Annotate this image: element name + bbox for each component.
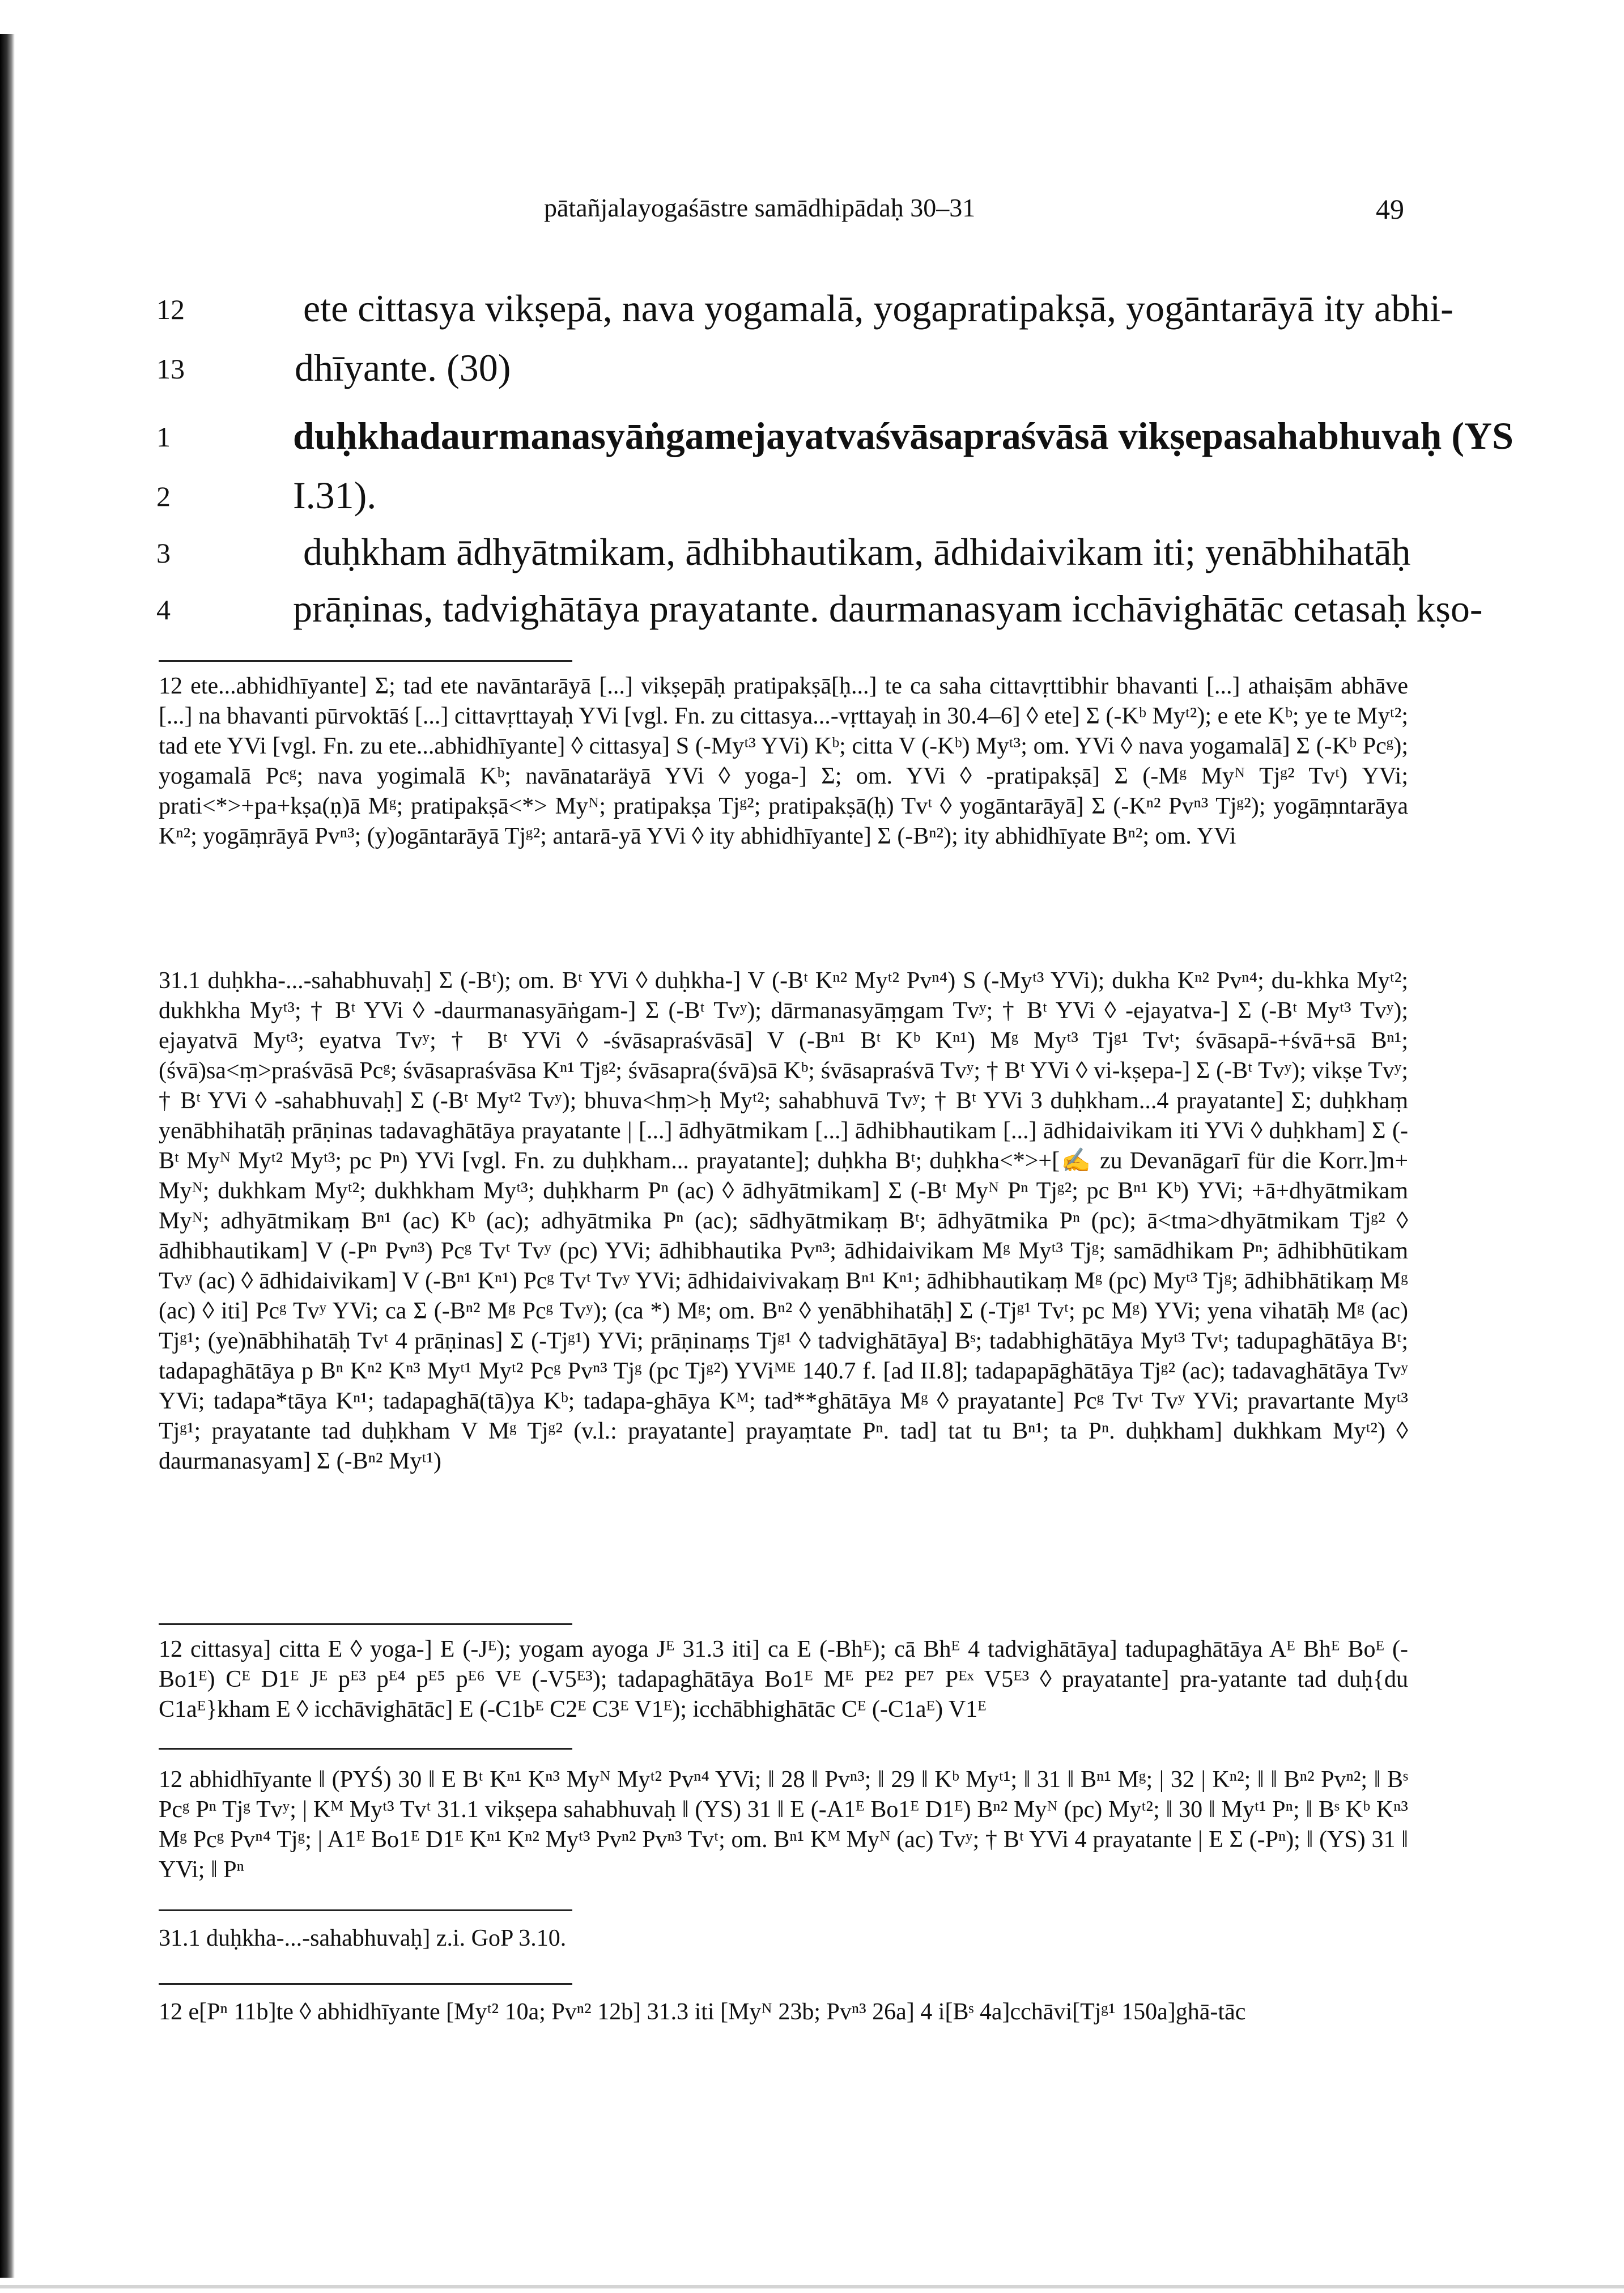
apparatus-divider	[159, 660, 572, 662]
line-text: I.31).	[293, 474, 377, 517]
line-number: 12	[156, 293, 185, 325]
page-number: 49	[1376, 193, 1404, 225]
apparatus-divider	[159, 1983, 572, 1985]
apparatus-block-readings	[159, 671, 1408, 915]
apparatus-text: 12 cittasya] citta E ◊ yoga-] E (-Jᴱ); yogam ayoga Jᴱ 31.3 iti] ca E (-Bhᴱ); cā Bhᴱ 4 tadvighātāya] tadupaghātāya Aᴱ Bhᴱ Boᴱ (-Bo1ᴱ) Cᴱ D1ᴱ Jᴱ pᴱ³ pᴱ⁴ pᴱ⁵ pᴱ⁶ Vᴱ (-V5ᴱ³); tadapaghātāya Bo1ᴱ Mᴱ Pᴱ² Pᴱ⁷ Pᴱˣ V5ᴱ³ ◊ prayatante] pra-yatante tad duḥ{du C1aᴱ}kham E ◊ icchāvighātāc] E (-C1bᴱ C2ᴱ C3ᴱ V1ᴱ); icchābhighātāc Cᴱ (-C1aᴱ) V1ᴱ	[159, 1636, 1408, 1722]
apparatus-block-colophons	[159, 1765, 1408, 1890]
scan-binding-edge	[0, 34, 15, 2278]
sutra-text: duḥkhadaurmanasyāṅgamejayatvaśvāsapraśvāsā vikṣepasahabhuvaḥ (YS	[293, 414, 1514, 457]
apparatus-divider	[159, 1623, 572, 1625]
scan-bottom-edge	[0, 2285, 1624, 2288]
line-text: prāṇinas, tadvighātāya prayatante. daurmanasyam icchāvighātāc cetasaḥ kṣo-	[293, 587, 1483, 630]
line-number: 4	[156, 594, 171, 626]
apparatus-text: 12 e[Pⁿ 11b]te ◊ abhidhīyante [Myᵗ² 10a; Pvⁿ² 12b] 31.3 iti [Myᴺ 23b; Pvⁿ³ 26a] 4 i[Bˢ 4a]cchāvi[Tjᵍ¹ 150a]ghā-tāc	[159, 1999, 1246, 2025]
running-title: pātañjalayogaśāstre samādhipādaḥ 30–31	[544, 193, 976, 222]
line-number: 13	[156, 353, 185, 385]
line-text: ete cittasya vikṣepā, nava yogamalā, yogapratipakṣā, yogāntarāyā ity abhi-	[303, 287, 1453, 330]
apparatus-divider	[159, 1748, 572, 1750]
apparatus-block-folio-changes	[159, 1997, 1408, 2062]
line-number: 3	[156, 537, 171, 569]
apparatus-text: 31.1 duḥkha-...-sahabhuvaḥ] Σ (-Bᵗ); om. Bᵗ YVi ◊ duḥkha-] V (-Bᵗ Kⁿ² Myᵗ² Pvⁿ⁴) S (-Myᵗ³ YVi); dukha Kⁿ² Pvⁿ⁴; du-khka Myᵗ²; dukhkha Myᵗ³; † Bᵗ YVi ◊ -daurmanasyāṅgam-] Σ (-Bᵗ Tvʸ); dārmanasyāṃgam Tvʸ; † Bᵗ YVi ◊ -ejayatva-] Σ (-Bᵗ Myᵗ³ Tvʸ); ejayatvā Myᵗ³; eyatva Tvʸ; † Bᵗ YVi ◊ -śvāsapraśvāsā] V (-Bⁿ¹ Bᵗ Kᵇ Kⁿ¹) Mᵍ Myᵗ³ Tjᵍ¹ Tvᵗ; śvāsapā-+śvā+sā Bⁿ¹; (śvā)sa<ṃ>praśvāsā Pcᵍ; śvāsapraśvāsa Kⁿ¹ Tjᵍ²; śvāsapra(śvā)sā Kᵇ; śvāsapraśvā Tvʸ; † Bᵗ YVi ◊ vi-kṣepa-] Σ (-Bᵗ Tvʸ); vikṣe Tvʸ; † Bᵗ YVi ◊ -sahabhuvaḥ] Σ (-Bᵗ Myᵗ² Tvʸ); bhuva<hṃ>ḥ Myᵗ²; sahabhuvā Tvʸ; † Bᵗ YVi 3 duḥkham...4 prayatante] Σ; duḥkhaṃ yenābhihatāḥ prāṇinas tadavaghātāya prayatante | [...] ādhyātmikam [...] ādhibhautikam [...] ādhidaivikam iti YVi ◊ duḥkham] Σ (-Bᵗ Myᴺ Myᵗ² Myᵗ³; pc Pⁿ) YVi [vgl. Fn. zu duḥkham... prayatante]; duḥkha Bᵗ; duḥkha<*>+[✍ zu Devanāgarī für die Korr.]m+ Myᴺ; dukhkam Myᵗ²; dukhkham Myᵗ³; duḥkharm Pⁿ (ac) ◊ ādhyātmikam] Σ (-Bᵗ Myᴺ Pⁿ Tjᵍ²; pc Bⁿ¹ Kᵇ) YVi; +ā+dhyātmikam Myᴺ; adhyātmikaṃ Bⁿ¹ (ac) Kᵇ (ac); adhyātmika Pⁿ (ac); sādhyātmikaṃ Bᵗ; ādhyātmika Pⁿ (pc); ā<tma>dhyātmikam Tjᵍ² ◊ ādhibhautikam] V (-Pⁿ Pvⁿ³) Pcᵍ Tvᵗ Tvʸ (pc) YVi; ādhibhautika Pvⁿ³; ādhidaivikam Mᵍ Myᵗ³ Tjᵍ; samādhikam Pⁿ; ādhibhūtikam Tvʸ (ac) ◊ ādhidaivikam] V (-Bⁿ¹ Kⁿ¹) Pcᵍ Tvᵗ Tvʸ YVi; ādhidaivivakaṃ Bⁿ¹ Kⁿ¹; ādhibhautikaṃ Mᵍ (pc) Myᵗ³ Tjᵍ; ādhibhātikaṃ Mᵍ (ac) ◊ iti] Pcᵍ Tvʸ YVi; ca Σ (-Bⁿ² Mᵍ Pcᵍ Tvʸ); (ca *) Mᵍ; om. Bⁿ² ◊ yenābhihatāḥ] Σ (-Tjᵍ¹ Tvᵗ; pc Mᵍ) YVi; yena vihatāḥ Mᵍ (ac) Tjᵍ¹; (ye)nābhihatāḥ Tvᵗ 4 prāṇinas] Σ (-Tjᵍ¹) YVi; prāṇinaṃs Tjᵍ¹ ◊ tadvighātāya] Bˢ; tadabhighātāya Myᵗ³ Tvᵗ; tadupaghātāya Bᵗ; tadapaghātāya p Bⁿ Kⁿ² Kⁿ³ Myᵗ¹ Myᵗ² Pcᵍ Pvⁿ³ Tjᵍ (pc Tjᵍ²) YViᴹᴱ 140.7 f. [ad II.8]; tadapapāghātāya Tjᵍ² (ac); tadavaghātāya Tvʸ YVi; tadapa*tāya Kⁿ¹; tadapaghā(tā)ya Kᵇ; tadapa-ghāya Kᴹ; tad**ghātāya Mᵍ ◊ prayatante] Pcᵍ Tvᵗ Tvʸ YVi; pravartante Myᵗ³ Tjᵍ¹; prayatante tad duḥkham V Mᵍ Tjᵍ² (v.l.: prayatante] prayaṃtate Pⁿ. tad] tat tu Bⁿ¹; ta Pⁿ. duḥkham] dukhkam Myᵗ²) ◊ daurmanasyam] Σ (-Bⁿ² Myᵗ¹)	[159, 968, 1408, 1474]
apparatus-text: 12 ete...abhidhīyante] Σ; tad ete navāntarāyā [...] vikṣepāḥ pratipakṣā[ḥ...] te ca saha cittavṛttibhir bhavanti [...] athaiṣām abhāve [...] na bhavanti pūrvoktāś [...] cittavṛttayaḥ YVi [vgl. Fn. zu cittasya...-vṛttayaḥ in 30.4–6] ◊ ete] Σ (-Kᵇ Myᵗ²); e ete Kᵇ; ye te Myᵗ²; tad ete YVi [vgl. Fn. zu ete...abhidhīyante] ◊ cittasya] S (-Myᵗ³ YVi) Kᵇ; citta V (-Kᵇ) Myᵗ³; om. YVi ◊ nava yogamalā] Σ (-Kᵇ Pcᵍ); yogamalā Pcᵍ; nava yogimalā Kᵇ; navānataräyā YVi ◊ yoga-] Σ; om. YVi ◊ -pratipakṣā] Σ (-Mᵍ Myᴺ Tjᵍ² Tvᵗ) YVi; prati<*>+pa+kṣa(ṇ)ā Mᵍ; pratipakṣā<*> Myᴺ; pratipakṣa Tjᵍ²; pratipakṣā(ḥ) Tvᵗ ◊ yogāntarāyā] Σ (-Kⁿ² Pvⁿ³ Tjᵍ²); yogāṃntarāya Kⁿ²; yogāṃrāyā Pvⁿ³; (y)ogāntarāyā Tjᵍ²; antarā-yā YVi ◊ ity abhidhīyante] Σ (-Bⁿ²); ity abhidhīyate Bⁿ²; om. YVi	[159, 673, 1408, 849]
line-text: dhīyante. (30)	[295, 346, 511, 389]
apparatus-block-testimonia	[159, 1924, 1408, 1958]
apparatus-block-sutra-31	[159, 966, 1408, 1606]
apparatus-text: 12 abhidhīyante ‖ (PYŚ) 30 ‖ E Bᵗ Kⁿ¹ Kⁿ³ Myᴺ Myᵗ² Pvⁿ⁴ YVi; ‖ 28 ‖ Pvⁿ³; ‖ 29 ‖ Kᵇ Myᵗ¹; ‖ 31 ‖ Bⁿ¹ Mᵍ; | 32 | Kⁿ²; ‖ ‖ Bⁿ² Pvⁿ²; ‖ Bˢ Pcᵍ Pⁿ Tjᵍ Tvʸ; | Kᴹ Myᵗ³ Tvᵗ 31.1 vikṣepa sahabhuvaḥ ‖ (YS) 31 ‖ E (-A1ᴱ Bo1ᴱ D1ᴱ) Bⁿ² Myᴺ (pc) Myᵗ²; ‖ 30 ‖ Myᵗ¹ Pⁿ; ‖ Bˢ Kᵇ Kⁿ³ Mᵍ Pcᵍ Pvⁿ⁴ Tjᵍ; | A1ᴱ Bo1ᴱ D1ᴱ Kⁿ¹ Kⁿ² Myᵗ³ Pvⁿ² Pvⁿ³ Tvᵗ; om. Bⁿ¹ Kᴹ Myᴺ (ac) Tvʸ; † Bᵗ YVi 4 prayatante | E Σ (-Pⁿ); ‖ (YS) 31 ‖ YVi; ‖ Pⁿ	[159, 1767, 1408, 1883]
apparatus-divider	[159, 1909, 572, 1911]
apparatus-block-editions	[159, 1635, 1408, 1728]
apparatus-text: 31.1 duḥkha-...-sahabhuvaḥ] z.i. GoP 3.10.	[159, 1925, 567, 1951]
line-number: 1	[156, 421, 171, 453]
line-text: duḥkham ādhyātmikam, ādhibhautikam, ādhidaivikam iti; yenābhihatāḥ	[303, 530, 1411, 573]
line-number: 2	[156, 480, 171, 512]
